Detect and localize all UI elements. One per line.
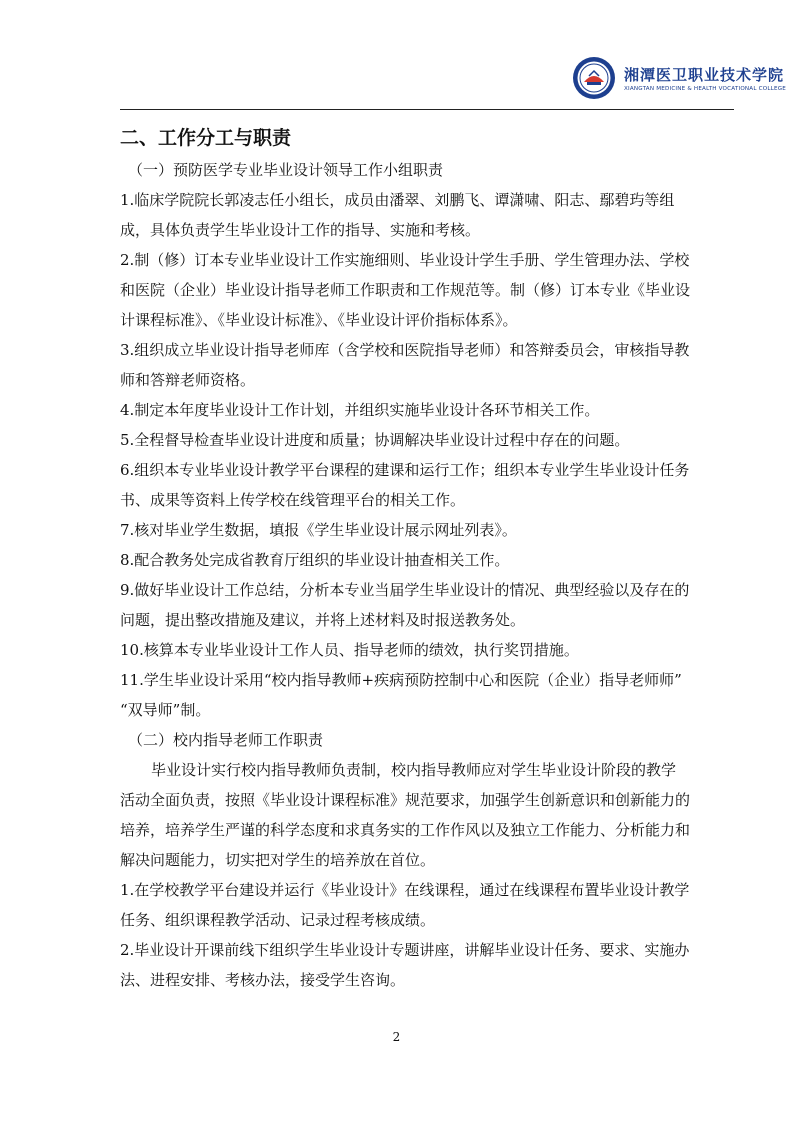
list-item: 7.核对毕业学生数据，填报《学生毕业设计展示网址列表》。 [120,521,517,539]
school-emblem-icon [572,56,616,100]
list-item: 2.毕业设计开课前线下组织学生毕业设计专题讲座，讲解毕业设计任务、要求、实施办法、进程安排、考核办法，接受学生咨询。 [120,941,690,989]
list-item: 4.制定本年度毕业设计工作计划，并组织实施毕业设计各环节相关工作。 [120,401,600,419]
list-item: 9.做好毕业设计工作总结，分析本专业当届学生毕业设计的情况、典型经验以及存在的问题，提出整改措施及建议，并将上述材料及时报送教务处。 [120,581,690,629]
subsection-heading: （二）校内指导老师工作职责 [128,731,324,749]
list-item: 8.配合教务处完成省教育厅组织的毕业设计抽查相关工作。 [120,551,510,569]
document-body [120,118,690,995]
body-paragraph: 毕业设计实行校内指导教师负责制，校内指导教师应对学生毕业设计阶段的教学活动全面负责，按照《毕业设计课程标准》规范要求，加强学生创新意识和创新能力的培养，培养学生严谨的科学态度和求真务实的工作作风以及独立工作能力、分析能力和解决问题能力，切实把对学生的培养放在首位。 [120,761,691,869]
list-item: 3.组织成立毕业设计指导老师库（含学校和医院指导老师）和答辩委员会，审核指导教师和答辩老师资格。 [120,341,690,389]
page-header [0,0,793,118]
list-item: 5.全程督导检查毕业设计进度和质量；协调解决毕业设计过程中存在的问题。 [120,431,630,449]
school-name-english: XIANGTAN MEDICINE & HEALTH VOCATIONAL COLLEGE [624,86,786,92]
subsection-heading: （一）预防医学专业毕业设计领导工作小组职责 [128,161,444,179]
list-item: 10.核算本专业毕业设计工作人员、指导老师的绩效，执行奖罚措施。 [120,641,579,659]
header-divider [120,109,734,110]
list-item: 2.制（修）订本专业毕业设计工作实施细则、毕业设计学生手册、学生管理办法、学校和医院（企业）毕业设计指导老师工作职责和工作规范等。制（修）订本专业《毕业设计课程标准》、《毕业设计标准》、《毕业设计评价指标体系》。 [120,251,691,329]
list-item: 1.在学校教学平台建设并运行《毕业设计》在线课程，通过在线课程布置毕业设计教学任务、组织课程教学活动、记录过程考核成绩。 [120,881,690,929]
school-name: 湘潭医卫职业技术学院 [624,66,785,84]
list-item: 6.组织本专业毕业设计教学平台课程的建课和运行工作；组织本专业学生毕业设计任务书、成果等资料上传学校在线管理平台的相关工作。 [120,461,690,509]
page-number: 2 [392,1030,401,1044]
section-title: 二、工作分工与职责 [120,127,292,149]
list-item: 1.临床学院院长郭凌志任小组长，成员由潘翠、刘鹏飞、谭潇啸、阳志、鄢碧玙等组成，具体负责学生毕业设计工作的指导、实施和考核。 [120,191,675,239]
list-item: 11.学生毕业设计采用“校内指导教师+疾病预防控制中心和医院（企业）指导老师师” “双导师”制。 [120,671,682,719]
